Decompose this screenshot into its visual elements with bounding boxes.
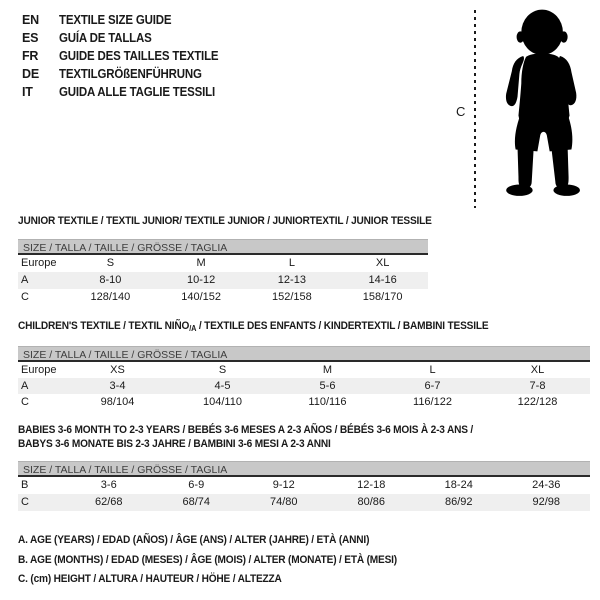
size-cell: 12-18 xyxy=(357,479,386,491)
size-cell: L xyxy=(429,364,436,376)
size-cell: 14-16 xyxy=(368,274,397,286)
size-cell: 74/80 xyxy=(269,496,298,508)
table-title-subscript: /A xyxy=(189,324,197,333)
size-cell: M xyxy=(322,364,333,376)
language-code: ES xyxy=(22,31,39,45)
size-cell: 24-36 xyxy=(532,479,561,491)
size-cell: L xyxy=(288,257,295,269)
language-code: EN xyxy=(22,13,39,27)
table-title-part1: CHILDREN'S TEXTILE / TEXTIL NIÑO xyxy=(18,320,190,332)
size-cell: S xyxy=(106,257,115,269)
language-label: TEXTILGRÖßENFÜHRUNG xyxy=(59,67,202,81)
size-cell: M xyxy=(196,257,206,269)
table-row xyxy=(18,289,428,306)
size-cell: 9-12 xyxy=(272,479,295,491)
size-cell: 152/158 xyxy=(271,291,312,303)
table-row xyxy=(18,477,590,494)
language-label: TEXTILE SIZE GUIDE xyxy=(59,13,172,27)
table-title-line2: BABYS 3-6 MONATE BIS 2-3 JAHRE / BAMBINI 3-6 MESI A 2-3 ANNI xyxy=(18,437,331,450)
row-label: C xyxy=(21,496,29,508)
size-cell: XL xyxy=(530,364,545,376)
size-cell: 104/110 xyxy=(203,396,242,408)
language-row xyxy=(22,11,232,29)
language-label: GUIDE DES TAILLES TEXTILE xyxy=(59,49,219,63)
size-cell: 110/116 xyxy=(308,396,347,408)
row-label: C xyxy=(21,396,29,408)
height-measure-label: C xyxy=(456,104,466,119)
table-title-text: JUNIOR TEXTILE / TEXTIL JUNIOR/ TEXTILE JUNIOR / JUNIORTEXTIL / JUNIOR TESSILE xyxy=(18,215,432,227)
size-cell: 80/86 xyxy=(357,496,386,508)
language-row xyxy=(22,29,232,47)
language-code: DE xyxy=(22,67,39,81)
size-cell: 5-6 xyxy=(319,380,336,392)
size-cell: XS xyxy=(110,364,125,376)
size-cell: 7-8 xyxy=(529,380,546,392)
table-row xyxy=(18,255,428,272)
note-line xyxy=(18,531,430,551)
size-cell: XL xyxy=(375,257,390,269)
row-label: A xyxy=(21,380,29,392)
baby-silhouette xyxy=(492,6,596,208)
size-cell: 4-5 xyxy=(214,380,231,392)
note-line-text: C. (cm) HEIGHT / ALTURA / HAUTEUR / HÖHE / ALTEZZA xyxy=(18,573,282,585)
size-cell: 98/104 xyxy=(100,396,135,408)
size-header-bar xyxy=(18,346,590,362)
table-row xyxy=(18,494,590,511)
table-title-text xyxy=(18,321,488,334)
language-row xyxy=(22,47,232,65)
language-code: IT xyxy=(22,85,33,99)
size-cell: 6-9 xyxy=(188,479,205,491)
table-row xyxy=(18,378,590,394)
table-title-line1: BABIES 3-6 MONTH TO 2-3 YEARS / BEBÉS 3-6 MESES A 2-3 AÑOS / BÉBÉS 3-6 MOIS À 2-3 ANS / xyxy=(18,424,474,436)
size-cell: 128/140 xyxy=(90,291,131,303)
table-row xyxy=(18,272,428,289)
note-line-text: B. AGE (MONTHS) / EDAD (MESES) / ÂGE (MOIS) / ALTER (MONATE) / ETÀ (MESI) xyxy=(18,553,397,566)
table-row xyxy=(18,362,590,378)
size-cell: 10-12 xyxy=(187,274,216,286)
size-cell: 3-4 xyxy=(109,380,126,392)
note-line-text: A. AGE (YEARS) / EDAD (AÑOS) / ÂGE (ANS) / ALTER (JAHRE) / ETÀ (ANNI) xyxy=(18,534,370,546)
note-line xyxy=(18,570,430,590)
size-cell: 68/74 xyxy=(182,496,211,508)
size-header-label: SIZE / TALLA / TAILLE / GRÖSSE / TAGLIA xyxy=(23,464,228,476)
babies-textile-table xyxy=(18,424,590,511)
size-header-label: SIZE / TALLA / TAILLE / GRÖSSE / TAGLIA xyxy=(23,242,228,254)
language-code: FR xyxy=(22,49,39,63)
size-cell: S xyxy=(218,364,227,376)
table-title xyxy=(18,321,590,334)
size-cell: 92/98 xyxy=(532,496,561,508)
table-row xyxy=(18,394,590,410)
language-label: GUIDA ALLE TAGLIE TESSILI xyxy=(59,85,215,99)
row-label: Europe xyxy=(21,257,57,269)
size-header-bar xyxy=(18,239,428,255)
note-line xyxy=(18,551,430,571)
row-label: Europe xyxy=(21,364,57,376)
language-row xyxy=(22,83,232,101)
size-header-label: SIZE / TALLA / TAILLE / GRÖSSE / TAGLIA xyxy=(23,349,228,361)
size-cell: 116/122 xyxy=(413,396,452,408)
size-cell: 86/92 xyxy=(444,496,473,508)
table-title xyxy=(18,424,590,451)
size-cell: 18-24 xyxy=(444,479,473,491)
size-cell: 140/152 xyxy=(181,291,221,303)
table-title xyxy=(18,215,432,227)
junior-textile-table xyxy=(18,215,432,306)
size-cell: 62/68 xyxy=(94,496,123,508)
size-cell: 158/170 xyxy=(362,291,403,303)
row-label: B xyxy=(21,479,29,491)
size-cell: 12-13 xyxy=(277,274,306,286)
language-title-block xyxy=(22,11,232,101)
row-label: A xyxy=(21,274,29,286)
height-dotted-line xyxy=(474,10,476,208)
size-header-bar xyxy=(18,461,590,477)
measurement-notes xyxy=(18,531,430,590)
language-label: GUÍA DE TALLAS xyxy=(59,31,152,45)
size-cell: 6-7 xyxy=(424,380,441,392)
size-cell: 3-6 xyxy=(100,479,117,491)
table-title-part2: / TEXTILE DES ENFANTS / KINDERTEXTIL / BAMBINI TESSILE xyxy=(196,320,489,332)
size-cell: 8-10 xyxy=(99,274,122,286)
row-label: C xyxy=(21,291,29,303)
language-row xyxy=(22,65,232,83)
size-cell: 122/128 xyxy=(517,396,558,408)
children-textile-table xyxy=(18,321,590,410)
